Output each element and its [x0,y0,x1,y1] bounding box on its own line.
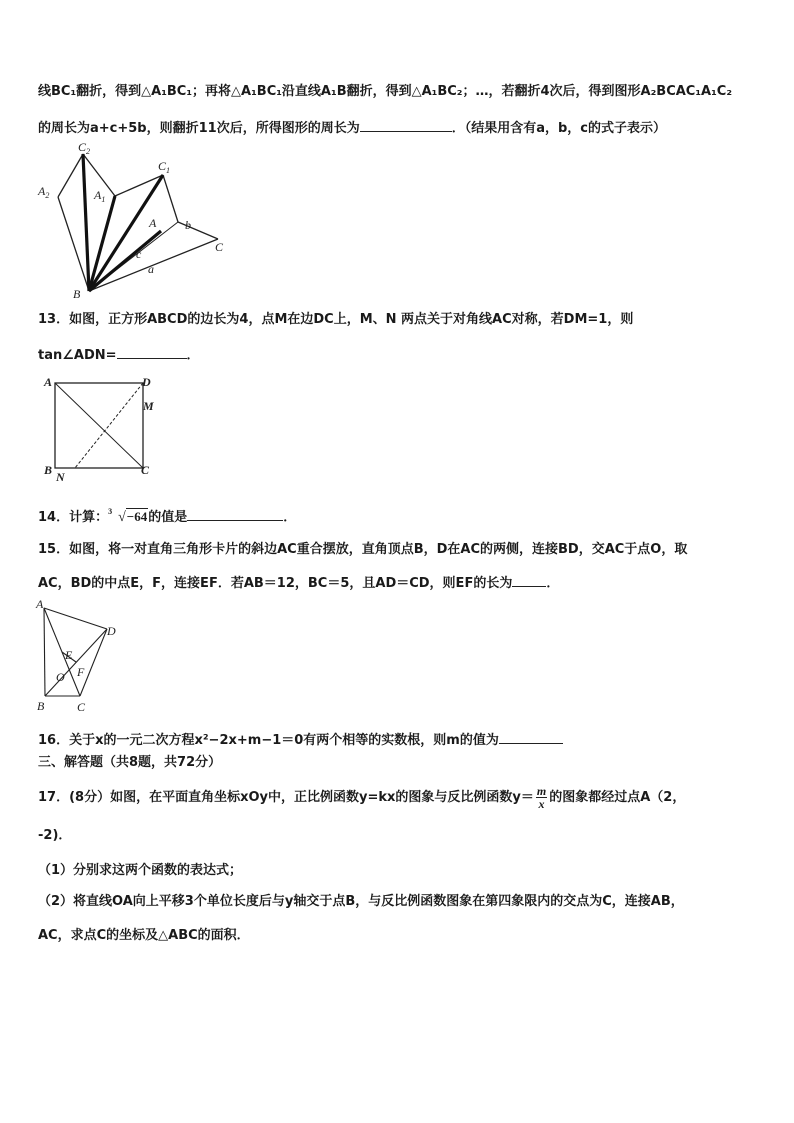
q13-text-line1: 13．如图，正方形ABCD的边长为4，点M在边DC上，M、N 两点关于对角线AC对称，若DM=1，则 [38,312,634,327]
label-b: b [185,218,191,232]
q12-text-line2-b: ．（结果用含有a，b，c的式子表示） [451,121,667,136]
q17-part2-line2: AC，求点C的坐标及△ABC的面积． [38,928,250,943]
q15-triangles-figure [34,596,134,716]
q14-text [38,506,296,527]
label-B: B [37,699,45,713]
q12-text-line1: 线BC₁翻折，得到△A₁BC₁；再将△A₁BC₁沿直线A₁B翻折，得到△A₁BC₂；…，若翻折4次后，得到图形A₂BCAC₁A₁C₂ [38,84,733,99]
q14-end: ． [283,510,297,525]
label-B: B [73,287,81,300]
label-A2: $A_2$ [38,184,50,200]
q15-answer-blank[interactable] [512,572,546,587]
cube-root-expression: 3 √−64 [108,508,148,527]
q15-text-line2 [38,572,559,593]
q13-square-figure [38,372,168,484]
label-D: D [107,624,116,638]
q17-part2-line1: （2）将直线OA向上平移3个单位长度后与y轴交于点B，与反比例函数图象在第四象限内的交点为C，连接AB， [38,894,684,909]
q14-suffix: 的值是 [148,510,188,525]
root-index: 3 [108,507,113,516]
label-A1: $A_1$ [94,188,106,204]
q17-text-line2: -2)． [38,828,72,843]
label-D: D [142,375,151,389]
label-M: M [143,399,154,413]
label-A: A [36,597,44,611]
q16-text-body: 16．关于x的一元二次方程x²−2x+m−1＝0有两个相等的实数根，则m的值为 [38,733,499,748]
q17-line1-a: 17．(8分）如图，在平面直角坐标xOy中，正比例函数y=kx的图象与反比例函数y＝ [38,790,534,805]
label-N: N [56,470,65,484]
q12-folding-figure [30,138,240,300]
q17-text-line1 [38,785,685,810]
label-C1: $C_1$ [158,159,171,175]
frac-numerator: m [536,784,547,798]
q16-text [38,729,563,750]
label-O: O [56,670,65,684]
q17-part1: （1）分别求这两个函数的表达式； [38,863,243,878]
q13-text-line2-a: tan∠ADN= [38,348,117,363]
q13-text-line2 [38,344,200,365]
label-F: F [77,665,85,679]
label-C: C [141,463,150,477]
label-C: C [215,240,224,254]
label-A: A [149,216,157,230]
label-c: c [136,247,142,261]
label-A: A [44,375,53,389]
q14-answer-blank[interactable] [187,506,283,521]
q14-prefix: 14．计算： [38,510,109,525]
label-C: C [77,700,86,714]
q12-text-line2 [38,117,666,138]
q13-text-line2-end: ． [186,348,200,363]
q13-answer-blank[interactable] [117,344,187,359]
q12-answer-blank[interactable] [360,117,452,132]
label-C2: $C_2$ [78,140,91,156]
q15-text-line2-end: ． [546,576,560,591]
section3-title: 三、解答题（共8题，共72分） [38,755,222,770]
q15-text-line1: 15．如图，将一对直角三角形卡片的斜边AC重合摆放，直角顶点B，D在AC的两侧，连接BD，交AC于点O，取 [38,542,688,557]
q12-text-line2-a: 的周长为a+c+5b，则翻折11次后，所得图形的周长为 [38,121,360,136]
radicand: −64 [126,509,148,524]
label-B: B [44,463,53,477]
q16-answer-blank[interactable] [499,729,563,744]
label-a: a [148,262,154,276]
frac-denominator: x [538,797,545,811]
fraction-m-over-x [536,785,547,810]
q17-line1-b: 的图象都经过点A（2， [549,790,686,805]
q15-text-line2-a: AC，BD的中点E，F，连接EF．若AB＝12，BC＝5，且AD＝CD，则EF的长为 [38,576,513,591]
label-E: E [65,648,73,662]
